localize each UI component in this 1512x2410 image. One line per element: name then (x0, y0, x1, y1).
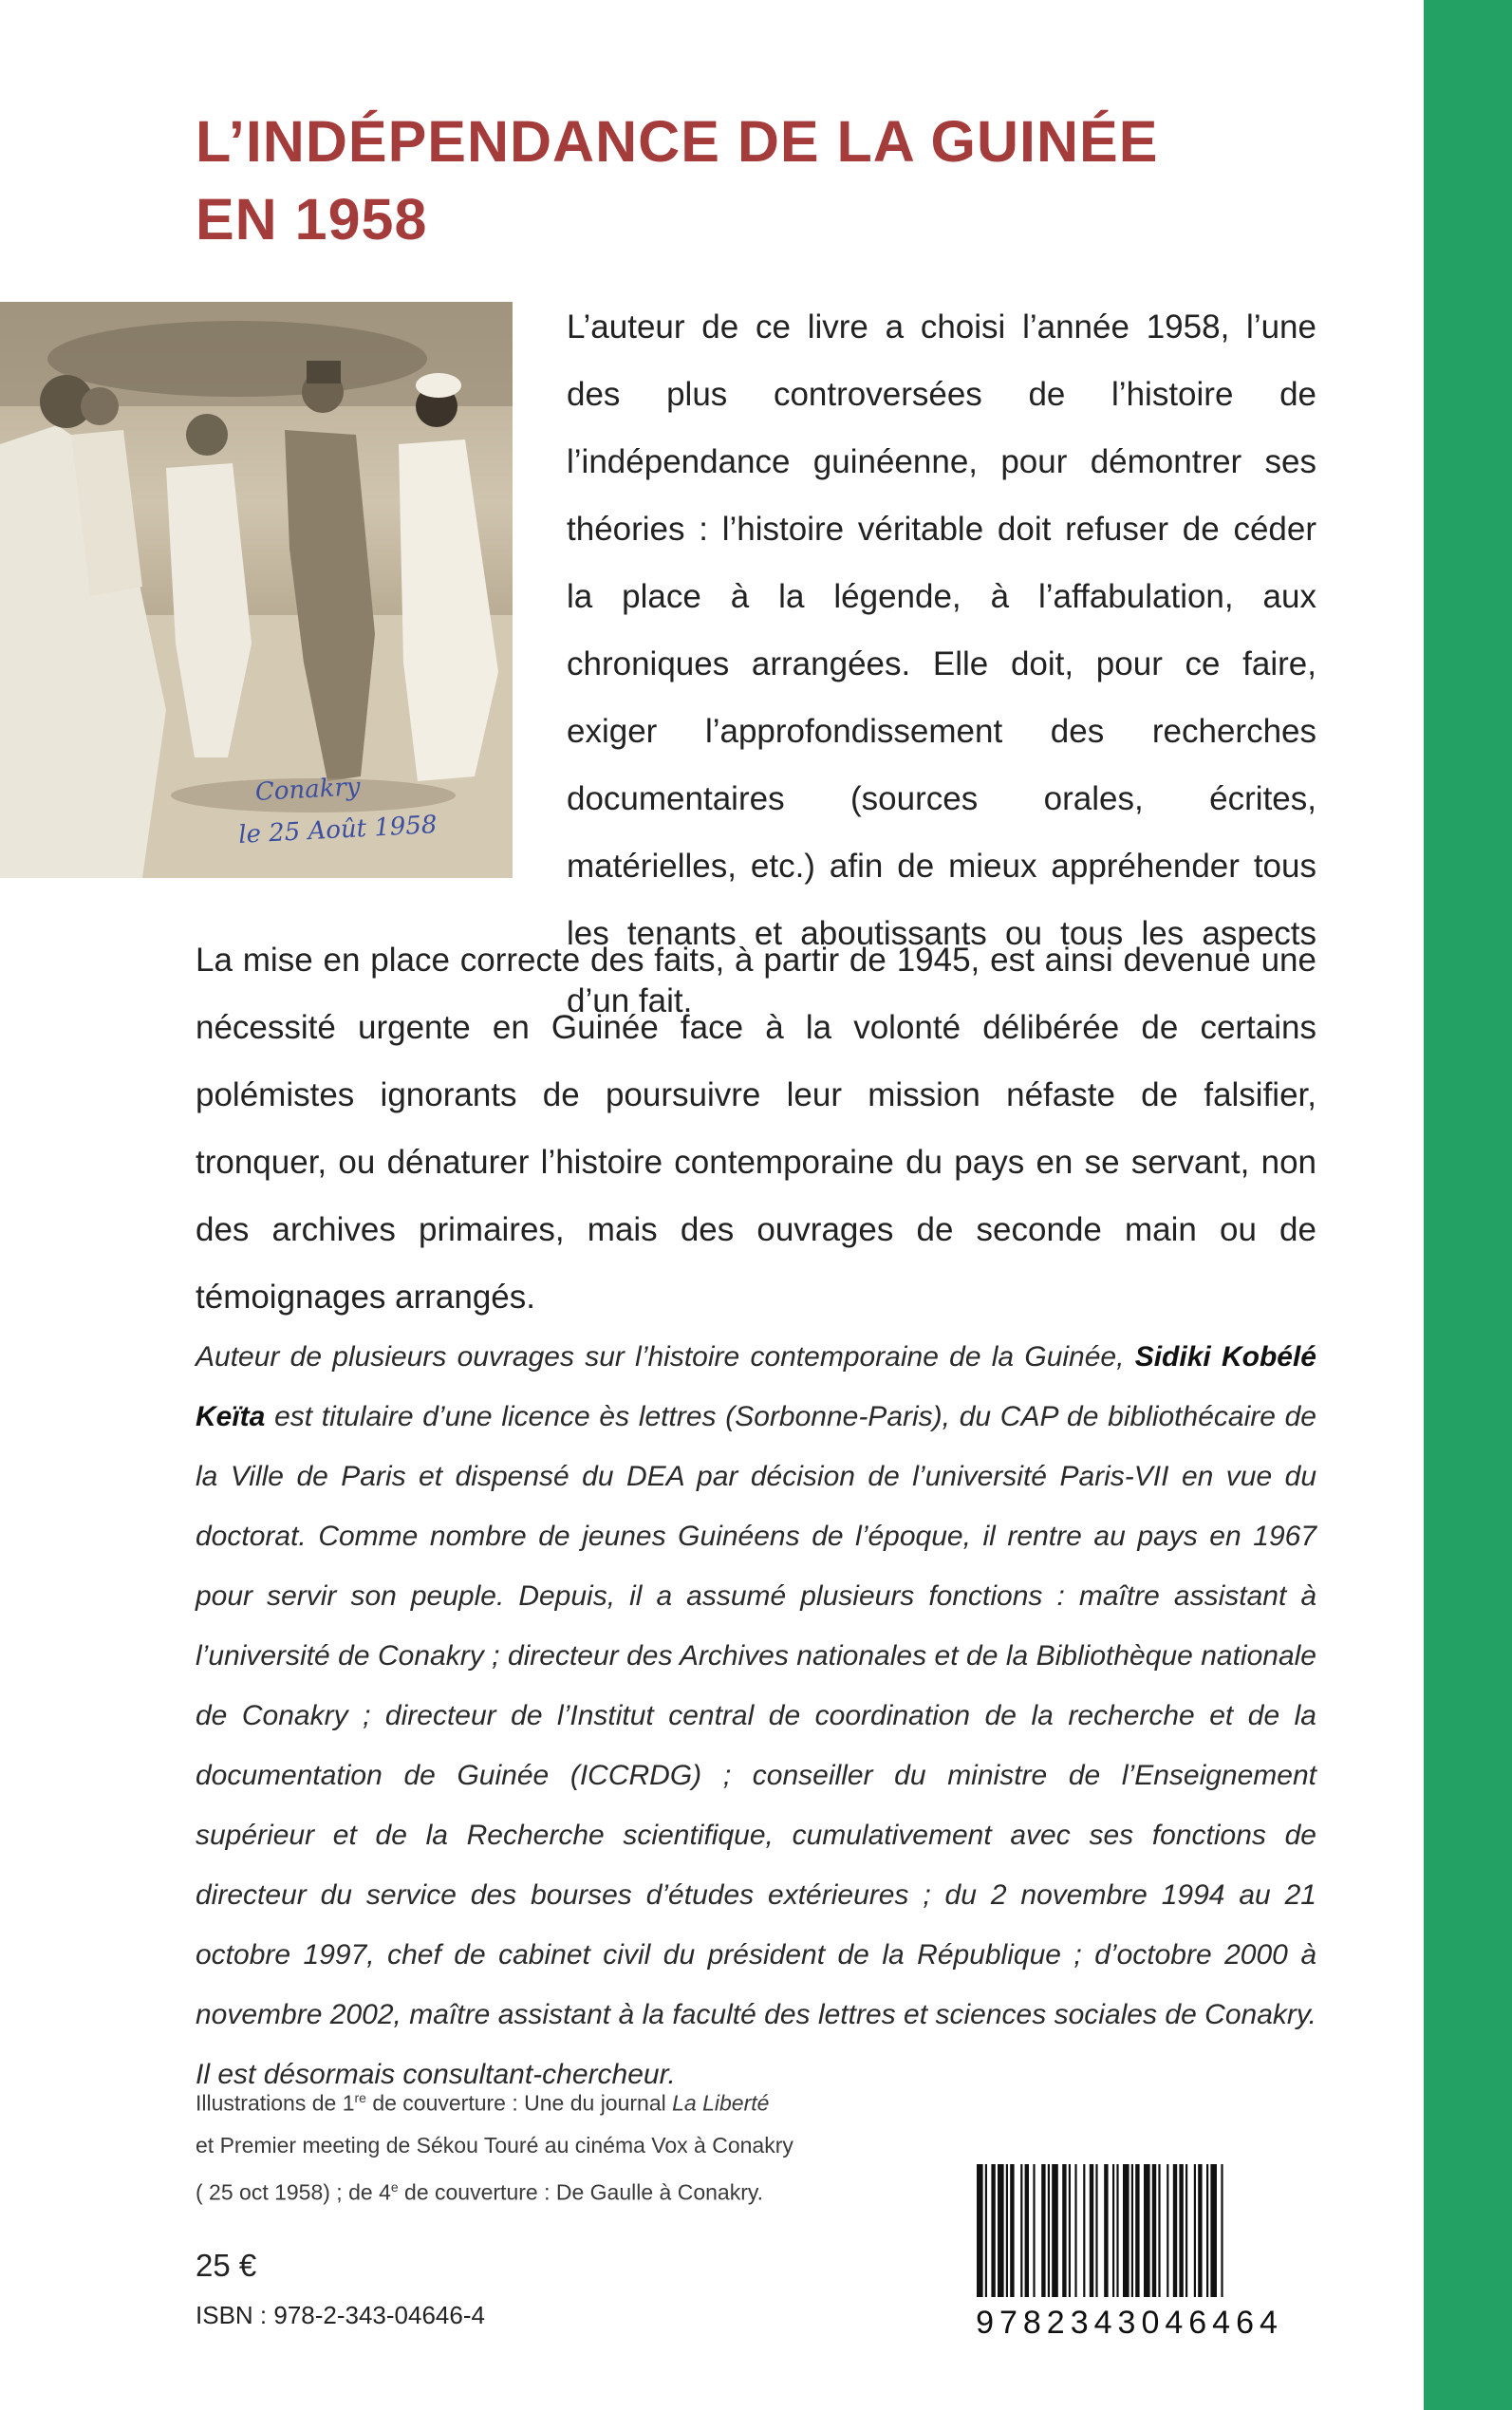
de-gaulle-photo (0, 302, 513, 878)
book-title (196, 103, 1335, 258)
second-paragraph: La mise en place correcte des faits, à partir de 1945, est ainsi devenue une nécessité urgente en Guinée face à la volonté délibérée de certains polémistes ignorants de poursuivre leur mission néfaste de falsifier, tronquer, ou dénaturer l’histoire contemporaine du pays en se servant, non des archives primaires, mais des ouvrages de seconde main ou de témoignages arrangés. (196, 942, 1316, 1316)
barcode-bar (1041, 2164, 1045, 2297)
barcode-bar (1074, 2164, 1076, 2297)
bio-intro: Auteur de plusieurs ouvrages sur l’histoire contemporaine de la Guinée, (196, 1341, 1135, 1373)
title-line-2: EN 1958 (196, 187, 428, 252)
credits-newspaper-title: La Liberté (672, 2090, 770, 2116)
barcode-bar (1006, 2164, 1008, 2297)
barcode-bar (1083, 2164, 1085, 2297)
barcode-bar (1173, 2164, 1177, 2297)
caption-line-1: Conakry (254, 773, 362, 807)
credits-line-1 (196, 2077, 879, 2124)
barcode-bar (1144, 2164, 1150, 2297)
author-biography (196, 1327, 1316, 2104)
barcode-bar (991, 2164, 995, 2297)
credits-text-d: ( 25 oct 1958) ; de 4 (196, 2179, 391, 2205)
price: 25 € (196, 2248, 257, 2283)
barcode-bar (985, 2164, 987, 2297)
credits-sup-d: e (390, 2178, 399, 2195)
title-line-1: L’INDÉPENDANCE DE LA GUINÉE (196, 109, 1159, 174)
barcode-bar (1179, 2164, 1183, 2297)
author-name: Sidiki Kobélé Keïta (196, 1341, 1316, 1432)
intro-paragraph: L’auteur de ce livre a choisi l’année 1958, l’une des plus controversées de l’histoire de l’indépendance guinéenne, pour démontrer ses théories : l’histoire véritable doit refuser de céder la place à la légende, à l’affabulation, aux chroniques arrangées. Elle doit, pour ce faire, exiger l’approfondissement des recherches documentaires (sources orales, écrites, matérielles, etc.) afin de mieux appréhender tous les tenants et aboutissants ou tous les aspects d’un fait. (567, 308, 1316, 1019)
illustration-credits (196, 2077, 879, 2213)
barcode-bar (1152, 2164, 1156, 2297)
barcode-bar (1048, 2164, 1050, 2297)
credits-text-a: Illustrations de 1 (196, 2090, 355, 2116)
barcode-bar (1194, 2164, 1196, 2297)
barcode-bar (1198, 2164, 1202, 2297)
barcode-bar (1221, 2164, 1223, 2297)
barcode-bar (1104, 2164, 1108, 2297)
barcode-bar (1112, 2164, 1114, 2297)
barcode-bar (1135, 2164, 1139, 2297)
green-side-band (1424, 0, 1512, 2410)
barcode-bar (1210, 2164, 1217, 2297)
barcode-bar (1167, 2164, 1168, 2297)
credits-line-3 (196, 2166, 879, 2214)
barcode-bar (1020, 2164, 1022, 2297)
barcode-bar (1033, 2164, 1035, 2297)
credits-text-e: de couverture : De Gaulle à Conakry. (398, 2179, 764, 2205)
barcode-bar (1010, 2164, 1014, 2297)
barcode-bar (1185, 2164, 1187, 2297)
barcode-bar (1062, 2164, 1066, 2297)
barcode-bar (1116, 2164, 1118, 2297)
barcode-bar (1090, 2164, 1093, 2297)
barcode-bar (1206, 2164, 1208, 2297)
barcode-bar (1123, 2164, 1129, 2297)
barcode-bar (1052, 2164, 1058, 2297)
credits-text-b: de couverture : Une du journal (365, 2090, 673, 2116)
photo-handwritten-caption (237, 762, 439, 855)
barcode-bar (1131, 2164, 1133, 2297)
barcode-digits: 9782343046464 (976, 2305, 1283, 2341)
barcode-bar (1069, 2164, 1071, 2297)
barcode-bar (977, 2164, 983, 2297)
barcode-bar (1025, 2164, 1029, 2297)
isbn: ISBN : 978-2-343-04646-4 (196, 2301, 485, 2329)
barcode-bar (1158, 2164, 1160, 2297)
caption-line-2: le 25 Août 1958 (237, 811, 439, 850)
credits-line-2: et Premier meeting de Sékou Touré au cinéma Vox à Conakry (196, 2132, 793, 2158)
credits-sup-a: re (354, 2090, 366, 2105)
barcode-bar (1095, 2164, 1097, 2297)
bio-rest: est titulaire d’une licence ès lettres (Sorbonne-Paris), du CAP de bibliothécaire de la Ville de Paris et dispensé du DEA par décision de l’université Paris-VII en vue du doctorat. Comme nombre de jeunes Guinéens de l’époque, il rentre au pays en 1967 pour servir son peuple. Depuis, il a assumé plusieurs fonctions : maître assistant à l’université de Conakry ; directeur des Archives nationales et de la Bibliothèque nationale de Conakry ; directeur de l’Institut central de coordination de la recherche et de la documentation de Guinée (ICCRDG) ; conseiller du ministre de l’Enseignement supérieur et de la Recherche scientifique, cumulativement avec ses fonctions de directeur du service des bourses d’études extérieures ; du 2 novembre 1994 au 21 octobre 1997, chef de cabinet civil du président de la République ; d’octobre 2000 à novembre 2002, maître assistant à la faculté des lettres et sciences sociales de Conakry. Il est désormais consultant-chercheur. (196, 1401, 1316, 2090)
barcode-bar (998, 2164, 1004, 2297)
